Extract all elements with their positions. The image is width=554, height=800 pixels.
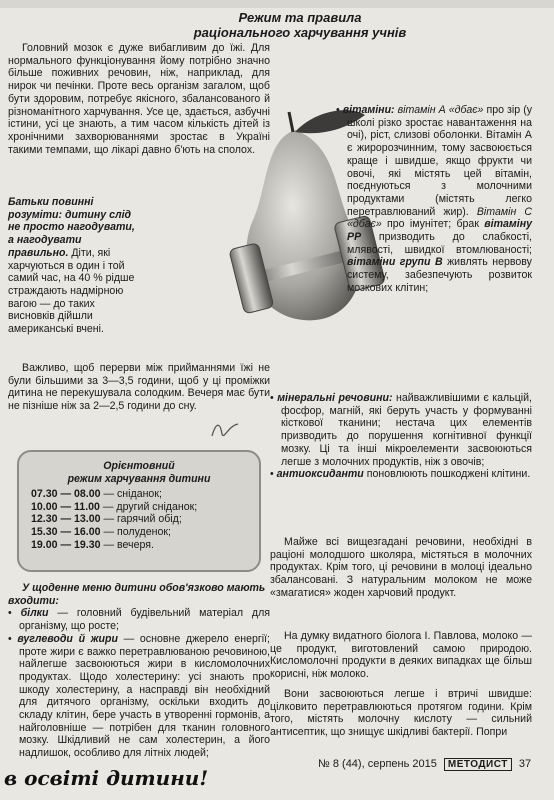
- vitamin-a-label: вітамін А «дбає»: [397, 104, 484, 116]
- schedule-row: [31, 526, 197, 539]
- schedule-meal: — гарячий обід;: [103, 513, 182, 526]
- issue-number: № 8 (44), серпень 2015: [318, 758, 437, 770]
- schedule-meal: — другий сніданок;: [102, 500, 198, 513]
- meal-schedule-box: [17, 450, 261, 572]
- schedule-time: 19.00 — 19.30: [31, 538, 101, 551]
- schedule-list: [31, 488, 197, 552]
- pear-stem: [289, 112, 293, 132]
- page-edge: [0, 0, 554, 8]
- proteins-label: білки: [20, 607, 49, 620]
- article-title: [150, 10, 450, 40]
- vitamin-b-label: вітаміни групи В: [347, 256, 443, 269]
- schedule-time: 10.00 — 11.00: [31, 500, 100, 513]
- menu-section: [8, 582, 270, 760]
- schedule-meal: — вечеря.: [103, 538, 154, 551]
- antioxidants-text: поновлюють пошкоджені клітини.: [366, 468, 531, 481]
- vitamin-b-text: живлять нервову систему, забезпечують розвиток мозкових клітин;: [347, 256, 532, 294]
- schedule-meal: — полуденок;: [103, 526, 171, 539]
- article-title-line-1: Режим та правила: [238, 10, 362, 25]
- schedule-time: 12.30 — 13.00: [31, 513, 101, 526]
- vitamin-pp-label: вітаміну РР: [347, 218, 532, 244]
- article-title-line-2: раціонального харчування учнів: [193, 25, 407, 40]
- vitamins-label: вітаміни:: [342, 104, 395, 116]
- schedule-time: 15.30 — 16.00: [31, 526, 101, 539]
- carbs-label: вуглеводи й жири: [17, 632, 118, 645]
- magazine-logo: МЕТОДИСТ: [444, 758, 512, 771]
- menu-item-proteins: • білки — головний будівельний матеріал для організму, що росте;: [8, 607, 270, 633]
- antioxidants-label: антиоксиданти: [276, 468, 364, 481]
- schedule-title-line-2: режим харчування дитини: [67, 472, 211, 485]
- schedule-row: [31, 513, 197, 526]
- schedule-title-line-1: Орієнтовний: [103, 460, 175, 472]
- pavlov-paragraph: На думку видатного біолога І. Павлова, молоко — це продукт, виготовлений самою природою. Кисломолочні продукти в деяких випадках ще більш корисні, ніж молоко.: [270, 630, 532, 681]
- menu-heading: У щоденне меню дитини обов'язково мають входити:: [8, 582, 266, 607]
- schedule-row: [31, 488, 197, 501]
- page-number: 37: [518, 758, 532, 770]
- footer-info: [318, 758, 531, 771]
- minerals-item: • мінеральні речовини: найважливішими є кальцій, фосфор, магній, які беруть участь у формуванні кісткової тканини; нестача цих елементів призводить до порушення когнітивної функції мозку. Ці та інші мікроелементи засвоюються легше з молочних продуктів, ніж з овочів; • антиоксиданти поновлюють пошкоджені клітини.: [270, 392, 532, 481]
- footer-slogan: в освіті дитини!: [4, 766, 209, 790]
- pen-mark: [210, 420, 240, 442]
- vitamin-c-label: Вітамін С «дбає»: [347, 205, 532, 231]
- minerals-label: мінеральні речовини:: [277, 392, 393, 404]
- proteins-text: — головний будівельний матеріал для організму, що росте;: [19, 607, 270, 633]
- carbs-text: — основне джерело енергії; проте жири є важко перетравлюваною речовиною, найлегше засвоюються жири в кисломолочних продуктах. Щодо холестерину: усі знають про шкоду холестерину, а насправді він необхідний для дитячого організму, оскільки входить до складу клітин, бере участь в утворенні гормонів, а найголовніше — потрібен для тканин головного мозку. Шкідливий не сам холестерин, а його надлишок, особливо для літніх людей;: [19, 632, 270, 760]
- schedule-title: [19, 460, 259, 485]
- schedule-time: 07.30 — 08.00: [31, 488, 101, 500]
- vitamin-c-text: про імунітет; брак: [387, 218, 479, 231]
- schedule-row: [31, 501, 197, 514]
- schedule-meal: — сніданок;: [103, 488, 162, 500]
- milk-paragraph: Майже всі вищезгадані речовини, необхідні в раціоні молодшого школяра, містяться в молочних продуктах. Крім того, ці речовини в молоці ідеально збалансовані. З натуральним молоком не може «змагатися» жоден харчовий продукт.: [270, 536, 532, 599]
- digestion-paragraph: Вони засвоюються легше і втричі швидше: цілковито перетравлюються протягом години. Крім того, містять молочну кислоту — сильний антисептик, що знищує шкідливі бактерії. Попри: [270, 688, 532, 739]
- menu-item-carbs: • вуглеводи й жири — основне джерело енергії; проте жири є важко перетравлюваною речовиною, найлегше засвоюються жири в кисломолочних продуктах. Щодо холестерину: усі знають про шкоду холестерину, а насправді він необхідний для дитячого організму, оскільки входить до складу клітин, бере участь в утворенні гормонів, а найголовніше — потрібен для тканин головного мозку. Шкідливий не сам холестерин, а його надлишок, особливо для літніх людей;: [8, 632, 270, 760]
- vitamins-item: • вітаміни: вітамін А «дбає» про зір (у школі різко зростає навантаження на очі), ріст, слизові оболонки. Вітамін А є жиророзчинним, тому засвоюється краще і швидше, якщо фрукти чи овочі, які містять цей вітамін, поєднуються з молочними продуктами (містять легко перетравлюваний жир). Вітамін С «дбає» про імунітет; брак вітаміну РР призводить до слабкості, млявості, швидкої втомлюваності; вітаміни групи В живлять нервову систему, забезпечують розвиток мозкових клітин;: [336, 104, 533, 294]
- intro-paragraph: Головний мозок є дуже вибагливим до їжі. Для нормального функціонування йому потрібно значно більше поживних речовин, ніж, наприклад, для нирок чи печінки. Проте весь організм загалом, щоб бути здоровим, потребує якісного, збалансованого й різноманітного харчування. Усе це, здається, азбучні істини, усі це знають, а тим часом кількість дітей із хронічними захворюваннями зростає в Україні такими темпами, що лікарі давно б'ють на сполох.: [8, 42, 270, 156]
- parents-text: Діти, які харчуються в один і той самий час, на 40 % рідше страждають надмірною вагою — до таких висновків дійшли американські вчені.: [8, 246, 135, 336]
- vitamin-a-text: про зір (у школі різко зростає навантаження на очі), ріст, слизові оболонки. Вітамін А є жиророзчинним, тому засвоюється краще і швидше, якщо фрукти чи овочі, які містять цей вітамін, поєднуються з молочними продуктами (містять легко перетравлюваний жир).: [347, 104, 533, 218]
- schedule-row: [31, 539, 197, 552]
- breaks-paragraph: Важливо, щоб перерви між прийманнями їжі не були більшими за 3—3,5 години, щоб у ці проміжки дитина не перекушувала солодким. Вечеря має бути не пізніше ніж за 2—2,5 години до сну.: [8, 362, 270, 413]
- parents-bold-text: Батьки повинні розуміти: дитину слід не просто нагодувати, а нагодувати правильно.: [8, 196, 135, 259]
- vitamin-pp-text: призводить до слабкості, млявості, швидкої втомлюваності;: [347, 231, 533, 256]
- minerals-text: найважливішими є кальцій, фосфор, магній, які беруть участь у формуванні кісткової тканини; нестача цих елементів призводить до порушення когнітивної функції мозку. Ці та інші мікроелементи засвоюються легше з молочних продуктів, ніж з овочів;: [281, 392, 532, 468]
- parents-paragraph: [8, 196, 138, 336]
